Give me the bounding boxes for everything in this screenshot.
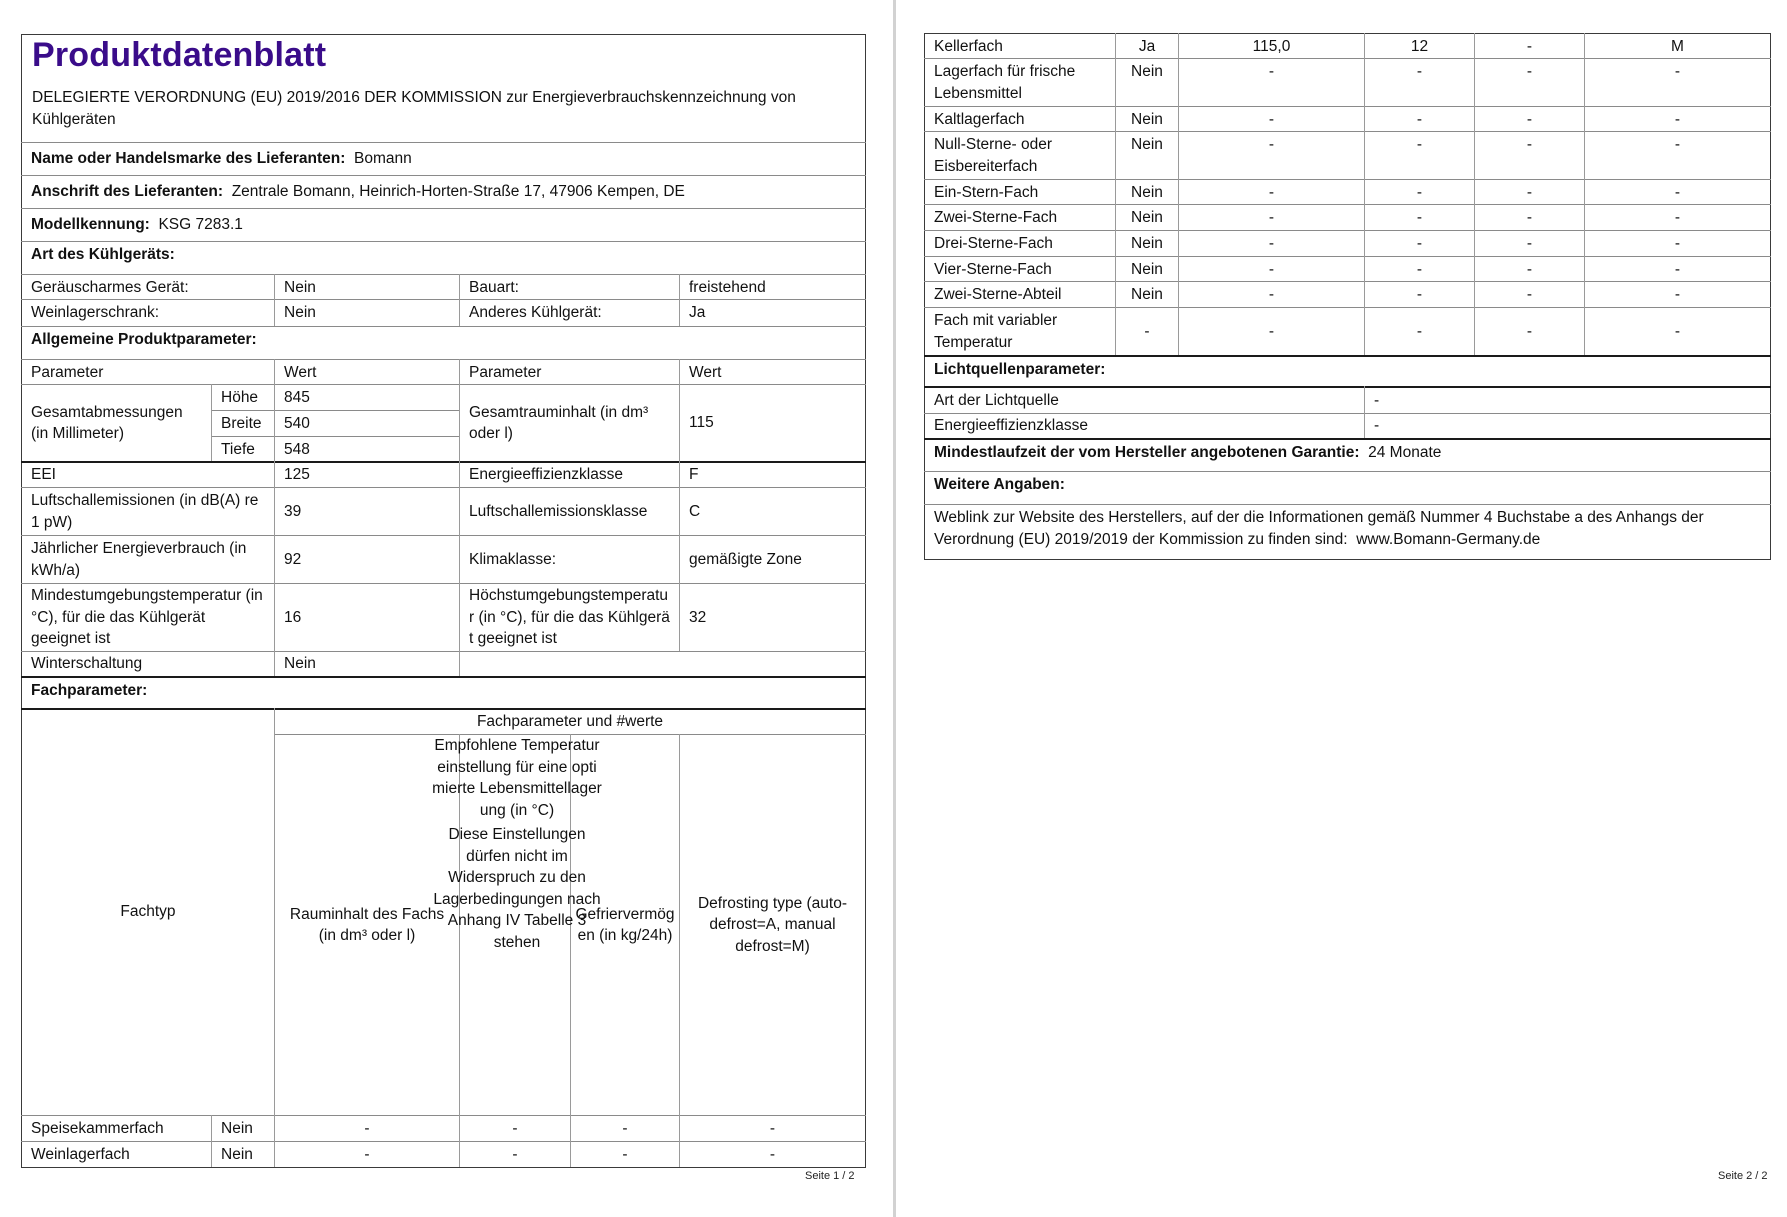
- winter-switch-label: Winterschaltung: [31, 655, 143, 673]
- compartment-present: Nein: [1131, 235, 1163, 252]
- compartment-volume: -: [1268, 286, 1275, 303]
- compartment-defrost: -: [1674, 286, 1681, 303]
- min-ambient-temp-value: 16: [284, 608, 302, 626]
- warranty-row: [925, 440, 1770, 471]
- wine-cabinet-label: Weinlagerschrank:: [31, 304, 160, 321]
- compartment-temp: -: [1416, 63, 1423, 80]
- design-type-label: Bauart:: [469, 279, 519, 296]
- page-title: Produktdatenblatt: [32, 36, 327, 74]
- compartment-type: Zwei-Sterne-Fach: [934, 209, 1058, 226]
- col-recommended-temp-note: Diese Einstellungen dürfen nicht im Widerspruch zu den Lagerbedingungen nach Anhang IV Tabelle 3 stehen: [433, 826, 601, 951]
- compartment-temp: -: [1416, 184, 1423, 201]
- compartment-volume: -: [1268, 209, 1275, 226]
- compartment-volume: -: [1268, 184, 1275, 201]
- compartment-present: Nein: [1131, 111, 1163, 128]
- quiet-appliance-label: Geräuscharmes Gerät:: [31, 279, 189, 296]
- compartment-defrost: -: [769, 1145, 776, 1163]
- more-info-text-row: [925, 505, 1770, 559]
- compartment-defrost: -: [1674, 184, 1681, 201]
- height-value: 845: [284, 389, 310, 406]
- compartment-present: Nein: [1131, 286, 1163, 303]
- winter-switch-value: Nein: [284, 655, 316, 673]
- col-recommended-temp-text: Empfohlene Temperatureinstellung für eine optimierte Lebensmittellagerung (in °C): [432, 737, 602, 819]
- light-type-label: Art der Lichtquelle: [934, 391, 1059, 409]
- eei-label: EEI: [31, 466, 56, 484]
- noise-class-value: C: [689, 502, 701, 520]
- compartment-temp: -: [1416, 235, 1423, 252]
- page-number-2: Seite 2 / 2: [1718, 1170, 1768, 1182]
- compartment-temp: -: [512, 1145, 518, 1163]
- supplier-address-value: Zentrale Bomann, Heinrich-Horten-Straße 17, 47906 Kempen, DE: [231, 183, 685, 201]
- compartment-present: Nein: [221, 1145, 253, 1163]
- header-value-1: Wert: [284, 364, 317, 381]
- compartment-temp: -: [1416, 136, 1423, 153]
- header-parameter-1: Parameter: [31, 364, 104, 381]
- climate-class-value: gemäßigte Zone: [689, 550, 802, 568]
- other-appliance-value: Ja: [689, 304, 706, 321]
- supplier-name-label: Name oder Handelsmarke des Lieferanten:: [31, 150, 346, 168]
- min-ambient-temp-label: Mindestumgebungstemperatur (in °C), für die das Kühlgerät geeignet ist: [31, 587, 263, 648]
- page-number-1: Seite 1 / 2: [805, 1170, 855, 1182]
- annual-energy-value: 92: [284, 550, 302, 568]
- compartment-volume: -: [1268, 261, 1275, 278]
- compartment-freeze: -: [1526, 184, 1533, 201]
- compartment-temp: -: [1416, 322, 1423, 340]
- compartment-freeze: -: [1526, 111, 1533, 128]
- compartment-type: Vier-Sterne-Fach: [934, 261, 1052, 278]
- depth-value: 548: [284, 441, 310, 458]
- compartment-defrost: -: [1674, 111, 1681, 128]
- supplier-name-value: Bomann: [354, 150, 412, 168]
- warranty-value: 24 Monate: [1368, 444, 1442, 461]
- design-type-value: freistehend: [689, 279, 766, 296]
- width-label: Breite: [221, 415, 262, 432]
- compartment-type: Weinlagerfach: [31, 1145, 130, 1163]
- light-energy-class-value: -: [1374, 417, 1380, 435]
- compartment-volume: -: [364, 1119, 370, 1137]
- compartment-type: Speisekammerfach: [31, 1119, 164, 1137]
- col-defrost-type: Defrosting type (auto-defrost=A, manual defrost=M): [697, 894, 848, 955]
- energy-class-label: Energieeffizienzklasse: [469, 466, 623, 484]
- compartment-type: Zwei-Sterne-Abteil: [934, 286, 1062, 303]
- supplier-address-label: Anschrift des Lieferanten:: [31, 183, 224, 201]
- compartment-temp: -: [1416, 111, 1423, 128]
- depth-label: Tiefe: [221, 441, 255, 458]
- header-parameter-2: Parameter: [469, 364, 542, 381]
- general-params-heading: Allgemeine Produktparameter:: [31, 331, 257, 348]
- col-compartment-type: Fachtyp: [120, 903, 176, 921]
- compartment-freeze: -: [1526, 286, 1533, 303]
- compartment-volume: -: [1268, 63, 1275, 80]
- compartment-volume: -: [364, 1145, 370, 1163]
- compartment-present: Ja: [1138, 38, 1156, 55]
- appliance-type-heading: Art des Kühlgeräts:: [31, 246, 175, 263]
- manufacturer-weblink[interactable]: www.Bomann-Germany.de: [1356, 530, 1541, 548]
- compartment-defrost: -: [1674, 261, 1681, 278]
- compartment-temp: 12: [1410, 38, 1429, 55]
- compartment-volume: 115,0: [1252, 38, 1291, 55]
- compartment-type: Lagerfach für frische Lebensmittel: [934, 63, 1076, 102]
- total-volume-label: Gesamtrauminhalt (in dm³ oder l): [469, 403, 649, 442]
- total-volume-value: 115: [689, 414, 714, 432]
- compartment-freeze: -: [1526, 322, 1533, 340]
- compartment-freeze: -: [1526, 235, 1533, 252]
- height-label: Höhe: [221, 389, 259, 406]
- max-ambient-temp-label: Höchstumgebungstemperatur (in °C), für die das Kühlgerät geeignet ist: [469, 587, 670, 648]
- compartment-freeze: -: [1526, 209, 1533, 226]
- compartment-freeze: -: [622, 1119, 628, 1137]
- compartment-present: Nein: [1131, 209, 1163, 226]
- light-source-heading: Lichtquellenparameter:: [934, 361, 1106, 378]
- quiet-appliance-value: Nein: [284, 279, 316, 296]
- compartment-freeze: -: [1526, 63, 1533, 80]
- annual-energy-label: Jährlicher Energieverbrauch (in kWh/a): [31, 540, 247, 579]
- max-ambient-temp-value: 32: [689, 608, 707, 626]
- header-value-2: Wert: [689, 364, 722, 381]
- compartment-present: Nein: [1131, 184, 1163, 201]
- energy-class-value: F: [689, 466, 699, 484]
- compartment-temp: -: [1416, 286, 1423, 303]
- compartment-temp: -: [512, 1119, 518, 1137]
- eei-value: 125: [284, 466, 310, 484]
- compartment-freeze: -: [1526, 261, 1533, 278]
- other-appliance-label: Anderes Kühlgerät:: [469, 304, 602, 321]
- compartment-defrost: -: [1674, 209, 1681, 226]
- warranty-label: Mindestlaufzeit der vom Hersteller angebotenen Garantie:: [934, 444, 1360, 461]
- compartment-freeze: -: [1526, 136, 1533, 153]
- compartment-type: Null-Sterne- oder Eisbereiterfach: [934, 136, 1053, 175]
- compartment-defrost: -: [1674, 63, 1681, 80]
- compartment-present: Nein: [1131, 136, 1163, 153]
- col-freezing-capacity: Gefriervermögen (in kg/24h): [575, 905, 675, 944]
- compartment-volume: -: [1268, 111, 1275, 128]
- compartment-freeze: -: [1526, 38, 1533, 55]
- compartment-defrost: M: [1671, 38, 1684, 55]
- compartment-params-heading: Fachparameter:: [31, 682, 148, 699]
- compartment-group-header: Fachparameter und #werte: [476, 712, 664, 730]
- compartment-type: Fach mit variabler Temperatur: [934, 312, 1058, 351]
- col-volume: Rauminhalt des Fachs (in dm³ oder l): [289, 905, 445, 944]
- compartment-freeze: -: [622, 1145, 628, 1163]
- compartment-present: -: [1144, 322, 1150, 340]
- compartment-defrost: -: [1674, 322, 1681, 340]
- compartment-present: Nein: [1131, 63, 1163, 80]
- dimensions-label: Gesamtabmessungen (in Millimeter): [31, 403, 183, 442]
- more-info-text: Weblink zur Website des Herstellers, auf der die Informationen gemäß Nummer 4 Buchstabe a des Anhangs der Verordnung (EU) 2019/2019 der Kommission zu finden sind:: [934, 509, 1704, 548]
- regulation-subtitle: DELEGIERTE VERORDNUNG (EU) 2019/2016 DER KOMMISSION zur Energieverbrauchskennzeichnung von Kühlgeräten: [32, 89, 796, 128]
- compartment-defrost: -: [1674, 235, 1681, 252]
- noise-class-label: Luftschallemissionsklasse: [469, 502, 648, 520]
- model-value: KSG 7283.1: [158, 216, 243, 234]
- compartment-present: Nein: [1131, 261, 1163, 278]
- compartment-volume: -: [1268, 136, 1275, 153]
- climate-class-label: Klimaklasse:: [469, 550, 556, 568]
- noise-emission-value: 39: [284, 502, 302, 520]
- light-energy-class-label: Energieeffizienzklasse: [934, 417, 1088, 435]
- noise-emission-label: Luftschallemissionen (in dB(A) re 1 pW): [31, 492, 259, 531]
- compartment-volume: -: [1268, 322, 1275, 340]
- model-label: Modellkennung:: [31, 216, 150, 234]
- compartment-present: Nein: [221, 1119, 253, 1137]
- compartment-type: Kellerfach: [934, 38, 1003, 55]
- compartment-defrost: -: [1674, 136, 1681, 153]
- wine-cabinet-value: Nein: [284, 304, 316, 321]
- compartment-type: Kaltlagerfach: [934, 111, 1025, 128]
- compartment-temp: -: [1416, 261, 1423, 278]
- compartment-type: Ein-Stern-Fach: [934, 184, 1039, 201]
- compartment-type: Drei-Sterne-Fach: [934, 235, 1053, 252]
- more-info-heading: Weitere Angaben:: [934, 476, 1065, 493]
- compartment-defrost: -: [769, 1119, 776, 1137]
- compartment-volume: -: [1268, 235, 1275, 252]
- compartment-temp: -: [1416, 209, 1423, 226]
- light-type-value: -: [1374, 391, 1380, 409]
- width-value: 540: [284, 415, 310, 432]
